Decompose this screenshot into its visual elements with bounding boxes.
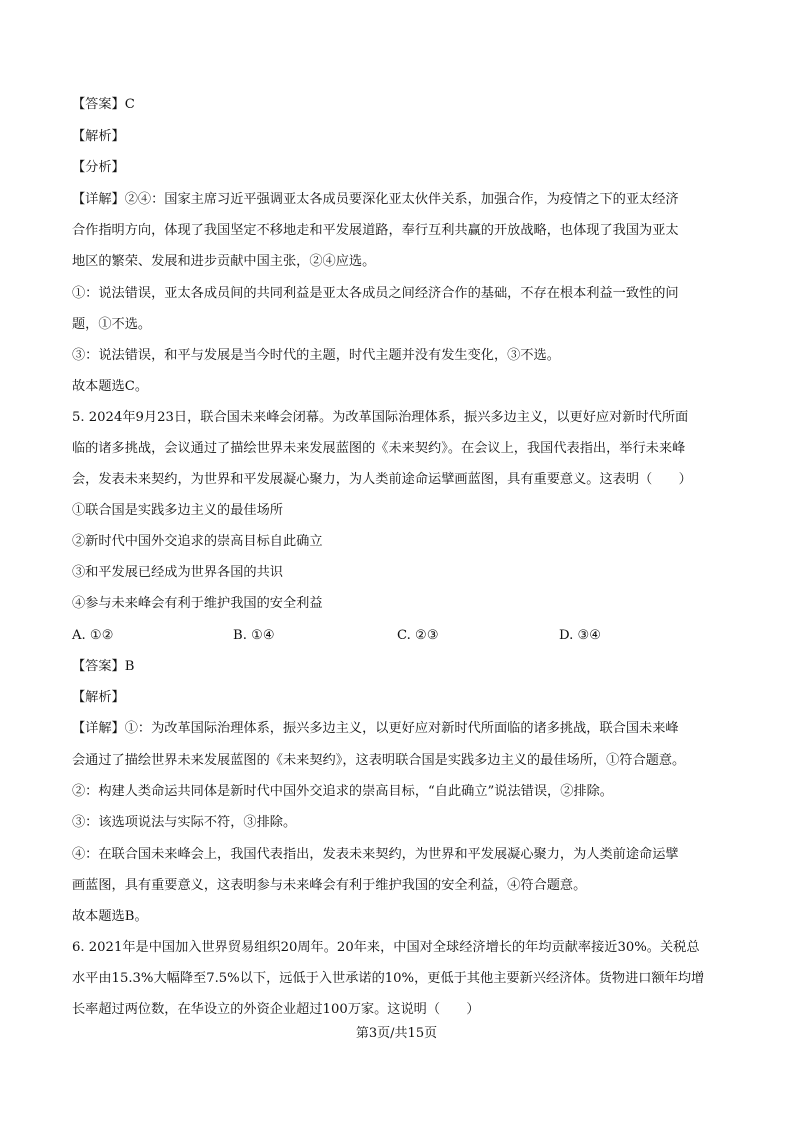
explanation-line: ③：说法错误，和平与发展是当今时代的主题，时代主题并没有发生变化，③不选。 — [72, 348, 560, 363]
statement-item: ②新时代中国外交追求的崇高目标自此确立 — [72, 534, 323, 549]
conclusion-line: 故本题选C。 — [72, 379, 149, 394]
explanation-line: 会通过了描绘世界未来发展蓝图的《未来契约》，这表明联合国是实践多边主义的最佳场所，①符合题意。 — [72, 753, 686, 768]
analysis-label: 【解析】 — [72, 690, 125, 705]
option-a: A. ①② — [72, 628, 114, 643]
question-5-stem: 临的诸多挑战，会议通过了描绘世界未来发展蓝图的《未来契约》。在会议上，我国代表指出，举行未来峰 — [72, 441, 686, 456]
option-b: B. ①④ — [233, 628, 275, 643]
explanation-line: 合作指明方向，体现了我国坚定不移地走和平发展道路，奉行互利共赢的开放战略，也体现了我国为亚太 — [72, 223, 679, 238]
option-d: D. ③④ — [559, 628, 602, 643]
explanation-line: ②：构建人类命运共同体是新时代中国外交追求的崇高目标，“自此确立”说法错误，②排除。 — [72, 784, 613, 799]
question-6-stem: 长率超过两位数，在华设立的外资企业超过100万家。这说明（ ） — [72, 1002, 480, 1017]
analysis-subheading: 【分析】 — [72, 160, 125, 175]
explanation-line: 【详解】②④：国家主席习近平强调亚太各成员要深化亚太伙伴关系，加强合作，为疫情之下的亚太经济 — [72, 192, 679, 207]
question-5-stem: 5. 2024年9月23日，联合国未来峰会闭幕。为改革国际治理体系，振兴多边主义，以更好应对新时代所面 — [72, 410, 689, 425]
analysis-label: 【解析】 — [72, 129, 125, 144]
answer-label: 【答案】C — [72, 97, 135, 112]
explanation-line: ①：说法错误，亚太各成员间的共同利益是亚太各成员之间经济合作的基础，不存在根本利益一致性的问 — [72, 286, 679, 301]
explanation-line: ③：该选项说法与实际不符，③排除。 — [72, 815, 297, 830]
explanation-line: 画蓝图，具有重要意义，这表明参与未来峰会有利于维护我国的安全利益，④符合题意。 — [72, 878, 587, 893]
question-6-stem: 6. 2021年是中国加入世界贸易组织20周年。20年来，中国对全球经济增长的年均贡献率接近30%。关税总 — [72, 940, 700, 955]
statement-item: ①联合国是实践多边主义的最佳场所 — [72, 503, 283, 518]
conclusion-line: 故本题选B。 — [72, 909, 148, 924]
explanation-line: ④：在联合国未来峰会上，我国代表指出，发表未来契约，为世界和平发展凝心聚力，为人类前途命运擘 — [72, 847, 679, 862]
explanation-line: 题，①不选。 — [72, 317, 152, 332]
statement-item: ③和平发展已经成为世界各国的共识 — [72, 565, 283, 580]
page-footer: 第3页/共15页 — [355, 1026, 438, 1041]
explanation-line: 地区的繁荣、发展和进步贡献中国主张，②④应选。 — [72, 254, 376, 269]
answer-label: 【答案】B — [72, 659, 135, 674]
question-6-stem: 水平由15.3%大幅降至7.5%以下，远低于入世承诺的10%，更低于其他主要新兴经济体。货物进口额年均增 — [72, 971, 705, 986]
explanation-line: 【详解】①：为改革国际治理体系，振兴多边主义，以更好应对新时代所面临的诸多挑战，联合国未来峰 — [72, 721, 679, 736]
statement-item: ④参与未来峰会有利于维护我国的安全利益 — [72, 596, 323, 611]
question-5-stem: 会，发表未来契约，为世界和平发展凝心聚力，为人类前途命运擘画蓝图，具有重要意义。这表明（ ） — [72, 472, 692, 487]
option-c: C. ②③ — [397, 628, 439, 643]
